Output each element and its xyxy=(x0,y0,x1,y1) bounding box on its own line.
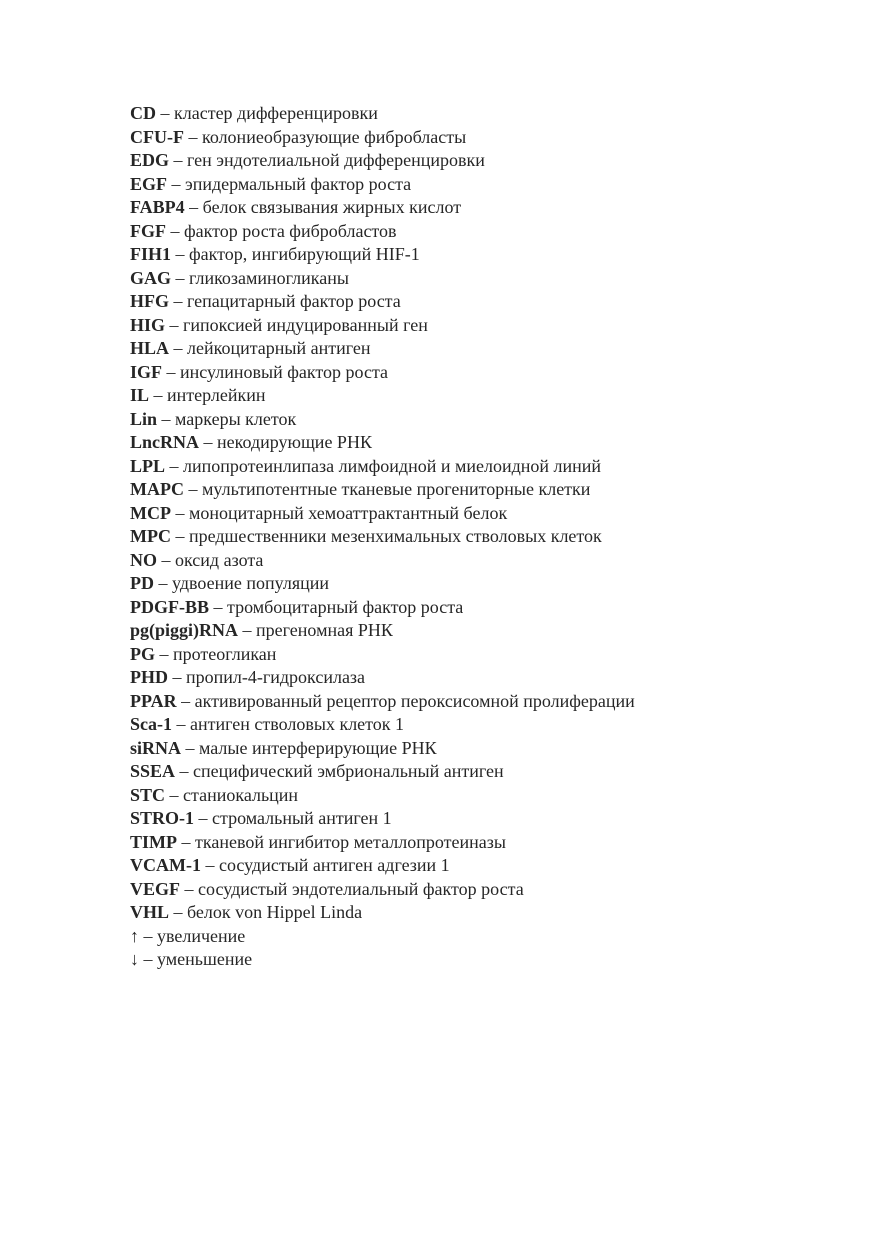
abbreviation-definition: лейкоцитарный антиген xyxy=(187,338,371,358)
abbreviation-term: EDG xyxy=(130,150,170,170)
abbreviation-definition: тромбоцитарный фактор роста xyxy=(227,596,464,617)
abbreviation-separator: – xyxy=(176,690,195,711)
abbreviation-entry xyxy=(130,267,635,291)
abbreviation-separator: – xyxy=(165,314,184,335)
abbreviation-term: ↑ xyxy=(130,925,139,946)
abbreviation-entry xyxy=(130,643,635,667)
abbreviation-definition: фактор, ингибирующий HIF-1 xyxy=(189,244,420,264)
abbreviation-term: FABP4 xyxy=(130,197,185,217)
abbreviation-entry xyxy=(130,854,635,878)
abbreviation-separator: – xyxy=(183,126,202,147)
abbreviation-separator: – xyxy=(166,220,184,241)
abbreviation-definition: кластер дифференцировки xyxy=(174,103,378,123)
abbreviation-entry xyxy=(130,173,635,197)
abbreviation-entry xyxy=(130,478,635,502)
abbreviation-separator: – xyxy=(200,855,219,875)
abbreviation-definition: малые интерферирующие РНК xyxy=(199,737,437,758)
abbreviation-term: HIG xyxy=(130,314,166,335)
abbreviation-term: STRO-1 xyxy=(130,808,195,828)
abbreviation-term: VHL xyxy=(130,902,170,922)
abbreviation-term: PD xyxy=(130,573,154,593)
abbreviation-term: SSEA xyxy=(130,761,176,781)
abbreviation-term: MCP xyxy=(130,502,171,523)
abbreviation-entry xyxy=(130,737,635,761)
abbreviation-separator: – xyxy=(165,784,184,805)
abbreviation-definition: сосудистый антиген адгезии 1 xyxy=(218,855,450,875)
abbreviation-separator: – xyxy=(199,432,218,452)
abbreviation-separator: – xyxy=(157,549,175,570)
abbreviation-definition: протеогликан xyxy=(173,643,277,664)
abbreviation-separator: – xyxy=(162,361,181,382)
abbreviation-separator: – xyxy=(157,408,176,429)
abbreviation-entry xyxy=(130,596,635,620)
abbreviation-definition: предшественники мезенхимальных стволовых клеток xyxy=(188,526,602,546)
abbreviation-entry xyxy=(130,807,635,831)
abbreviation-term: Sca-1 xyxy=(130,714,172,734)
abbreviation-separator: – xyxy=(183,479,202,499)
abbreviation-definition: активированный рецептор пероксисомной пролиферации xyxy=(194,690,635,711)
abbreviation-separator: – xyxy=(181,737,200,758)
abbreviation-term: CD xyxy=(130,103,156,123)
abbreviation-entry xyxy=(130,925,635,949)
abbreviation-definition: станиокальцин xyxy=(183,784,299,805)
abbreviation-definition: эпидермальный фактор роста xyxy=(185,173,412,194)
abbreviation-entry xyxy=(130,243,635,267)
abbreviation-separator: – xyxy=(167,173,186,194)
abbreviation-separator: – xyxy=(177,831,195,852)
abbreviation-separator: – xyxy=(155,643,173,664)
abbreviation-separator: – xyxy=(169,150,188,170)
abbreviation-definition: специфический эмбриональный антиген xyxy=(193,761,504,781)
abbreviation-definition: увеличение xyxy=(157,925,246,946)
abbreviation-entry xyxy=(130,408,635,432)
abbreviation-term: PPAR xyxy=(130,690,177,711)
abbreviation-term: siRNA xyxy=(130,737,182,758)
abbreviation-entry xyxy=(130,666,635,690)
abbreviation-term: Lin xyxy=(130,408,158,429)
abbreviation-term: MAPC xyxy=(130,479,184,499)
abbreviation-term: LncRNA xyxy=(130,432,200,452)
abbreviation-term: VCAM-1 xyxy=(130,855,201,875)
abbreviation-separator: – xyxy=(149,385,168,405)
abbreviation-separator: – xyxy=(170,502,189,523)
abbreviation-entry xyxy=(130,384,635,408)
abbreviation-term: EGF xyxy=(130,173,168,194)
abbreviation-entry xyxy=(130,102,635,126)
abbreviation-definition: колониеобразующие фибробласты xyxy=(201,126,467,147)
abbreviation-entry xyxy=(130,149,635,173)
abbreviation-entry xyxy=(130,455,635,479)
abbreviation-term: CFU-F xyxy=(130,126,184,147)
abbreviation-definition: гипоксией индуцированный ген xyxy=(183,314,428,335)
abbreviation-definition: сосудистый эндотелиальный фактор роста xyxy=(198,878,524,899)
abbreviation-entry xyxy=(130,831,635,855)
abbreviation-term: FGF xyxy=(130,220,166,241)
abbreviation-term: MPC xyxy=(130,526,171,546)
abbreviation-definition: уменьшение xyxy=(157,949,253,969)
abbreviation-definition: интерлейкин xyxy=(167,385,266,405)
abbreviation-entry xyxy=(130,290,635,314)
abbreviation-list xyxy=(130,102,635,972)
abbreviation-separator: – xyxy=(171,244,190,264)
abbreviation-entry xyxy=(130,760,635,784)
abbreviation-term: HFG xyxy=(130,291,169,311)
abbreviation-entry xyxy=(130,220,635,244)
abbreviation-separator: – xyxy=(184,197,203,217)
abbreviation-term: PHD xyxy=(130,667,168,687)
abbreviation-definition: инсулиновый фактор роста xyxy=(180,361,389,382)
abbreviation-entry xyxy=(130,126,635,150)
abbreviation-term: IGF xyxy=(130,361,163,382)
abbreviation-definition: стромальный антиген 1 xyxy=(212,808,392,828)
abbreviation-term: ↓ xyxy=(130,949,139,969)
abbreviation-separator: – xyxy=(154,573,172,593)
abbreviation-separator: – xyxy=(169,291,187,311)
abbreviation-definition: фактор роста фибробластов xyxy=(184,220,397,241)
abbreviation-term: HLA xyxy=(130,338,170,358)
abbreviation-entry xyxy=(130,572,635,596)
abbreviation-definition: белок von Hippel Linda xyxy=(187,902,363,922)
abbreviation-definition: белок связывания жирных кислот xyxy=(202,197,462,217)
abbreviation-term: pg(piggi)RNA xyxy=(130,620,239,640)
abbreviation-definition: удвоение популяции xyxy=(172,573,329,593)
abbreviation-term: PDGF-BB xyxy=(130,596,209,617)
abbreviation-term: IL xyxy=(130,385,150,405)
abbreviation-separator: – xyxy=(156,103,174,123)
abbreviation-definition: моноцитарный хемоаттрактантный белок xyxy=(188,502,508,523)
abbreviation-term: VEGF xyxy=(130,878,181,899)
abbreviation-entry xyxy=(130,361,635,385)
abbreviation-separator: – xyxy=(170,526,189,546)
abbreviation-term: GAG xyxy=(130,267,172,288)
abbreviation-definition: некодирующие РНК xyxy=(217,432,372,452)
abbreviation-term: FIH1 xyxy=(130,244,172,264)
abbreviation-definition: оксид азота xyxy=(175,549,264,570)
abbreviation-entry xyxy=(130,314,635,338)
abbreviation-entry xyxy=(130,713,635,737)
abbreviation-separator: – xyxy=(171,267,190,288)
abbreviation-definition: ген эндотелиальной дифференцировки xyxy=(187,150,485,170)
abbreviation-definition: маркеры клеток xyxy=(175,408,297,429)
abbreviation-separator: – xyxy=(168,667,186,687)
abbreviation-definition: мультипотентные тканевые прогениторные клетки xyxy=(201,479,591,499)
abbreviation-separator: – xyxy=(238,620,257,640)
abbreviation-entry xyxy=(130,525,635,549)
abbreviation-entry xyxy=(130,337,635,361)
abbreviation-definition: антиген стволовых клеток 1 xyxy=(190,714,405,734)
abbreviation-definition: прегеномная РНК xyxy=(256,620,393,640)
abbreviation-entry xyxy=(130,901,635,925)
abbreviation-separator: – xyxy=(172,714,190,734)
abbreviation-definition: пропил-4-гидроксилаза xyxy=(186,667,366,687)
abbreviation-term: LPL xyxy=(130,455,166,476)
abbreviation-separator: – xyxy=(169,902,188,922)
abbreviation-definition: тканевой ингибитор металлопротеиназы xyxy=(195,831,506,852)
abbreviation-separator: – xyxy=(139,925,157,946)
abbreviation-separator: – xyxy=(139,949,157,969)
abbreviation-entry xyxy=(130,549,635,573)
abbreviation-entry xyxy=(130,431,635,455)
abbreviation-separator: – xyxy=(209,596,227,617)
abbreviation-separator: – xyxy=(175,761,194,781)
abbreviation-entry xyxy=(130,878,635,902)
abbreviation-definition: гепацитарный фактор роста xyxy=(187,291,401,311)
abbreviation-definition: липопротеинлипаза лимфоидной и миелоидной линий xyxy=(183,455,602,476)
abbreviation-definition: гликозаминогликаны xyxy=(189,267,349,288)
abbreviation-term: STC xyxy=(130,784,166,805)
abbreviation-separator: – xyxy=(165,455,184,476)
abbreviation-entry xyxy=(130,502,635,526)
abbreviation-entry xyxy=(130,690,635,714)
abbreviation-separator: – xyxy=(180,878,199,899)
abbreviation-entry xyxy=(130,619,635,643)
abbreviation-term: NO xyxy=(130,549,157,570)
abbreviation-entry xyxy=(130,948,635,972)
abbreviation-entry xyxy=(130,196,635,220)
abbreviation-separator: – xyxy=(169,338,188,358)
abbreviation-separator: – xyxy=(194,808,213,828)
abbreviation-entry xyxy=(130,784,635,808)
abbreviation-term: PG xyxy=(130,643,155,664)
abbreviation-term: TIMP xyxy=(130,831,177,852)
